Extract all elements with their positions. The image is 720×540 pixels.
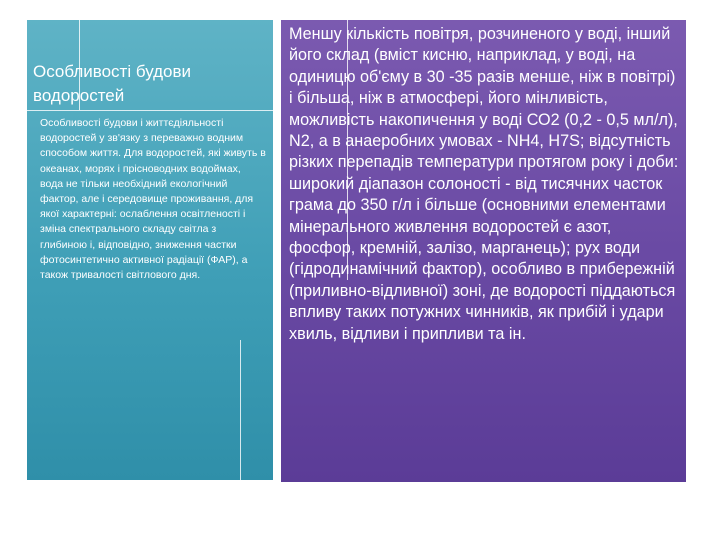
- left-paragraph: Особливості будови і життєдіяльності водоростей у зв'язку з переважно водним способом життя. Для водоростей, які живуть в океанах, морях і прісноводних водоймах, вода не тільки необхідний екологічний фактор, але і середовище проживання, для якої характерні: ослаблення освітленості і зміна спектрального складу світла з глибиною і, відповідно, зниження частки фотосинтетично активної радіації (ФАР), а також тривалості світлового дня.: [40, 117, 266, 282]
- right-paragraph: Меншу кількість повітря, розчиненого у воді, інший його склад (вміст кисню, наприклад, у воді, на одиницю об'єму в 30 -35 разів менше, ніж в повітрі) і більша, ніж в атмосфері, його мінливість, можливість накопичення у воді СО2 (0,2 - 0,5 мл/л), N2, а в анаеробних умовах - NH4, H7S; відсутність різких перепадів температури протягом року і доби: широкий діапазон солоності - від тисячних часток грама до 350 г/л і більше (основними елементами мінерального живлення водоростей є азот, фосфор, кремній, залізо, марганець); рух води (гідродинамічний фактор), особливо в прибережній (приливно-відливної) зоні, де водорості піддаються впливу таких потужних чинників, як прибій і удари хвиль, відливи і припливи та ін.: [289, 25, 679, 343]
- section-title: Особливості будови водоростей: [33, 62, 192, 105]
- decorative-horizontal-line: [27, 110, 273, 111]
- right-body-text: [289, 24, 681, 345]
- left-body-text: [40, 116, 266, 283]
- decorative-vertical-line: [240, 340, 241, 480]
